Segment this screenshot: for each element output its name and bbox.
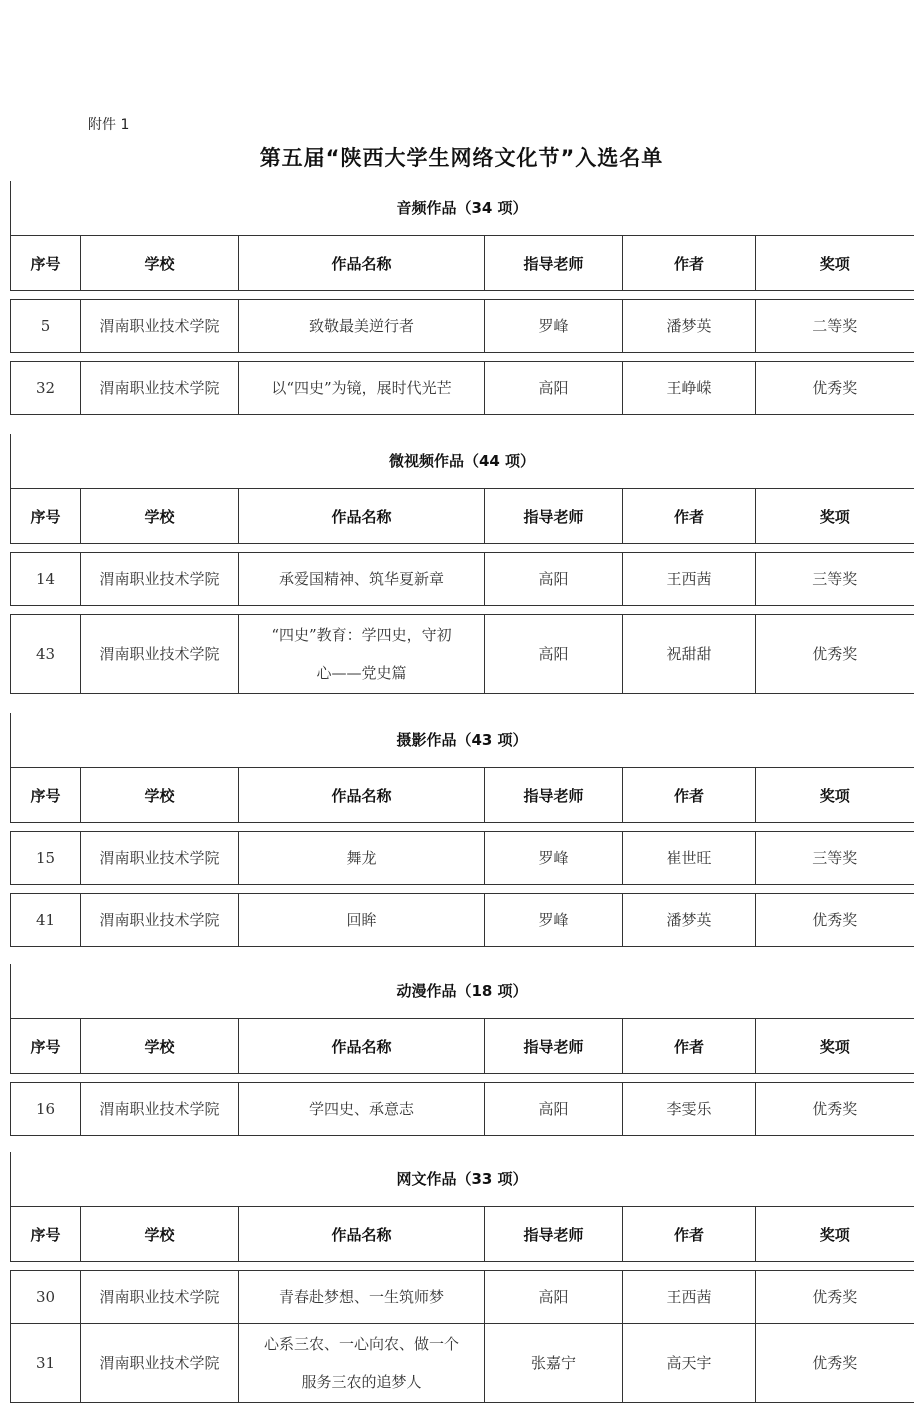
cell-school: 渭南职业技术学院 — [81, 1083, 239, 1136]
col-header-index: 序号 — [11, 1207, 81, 1262]
cell-author: 李雯乐 — [623, 1083, 756, 1136]
cell-work: 承爱国精神、筑华夏新章 — [239, 553, 485, 606]
table-row — [11, 300, 914, 353]
cell-award: 优秀奖 — [756, 615, 914, 694]
work-line: “四史”教育：学四史，守初 — [271, 626, 452, 644]
cell-school: 渭南职业技术学院 — [81, 553, 239, 606]
cell-award: 优秀奖 — [756, 1083, 914, 1136]
cell-award: 优秀奖 — [756, 1271, 914, 1324]
cell-author: 王西茜 — [623, 1271, 756, 1324]
col-header-work: 作品名称 — [239, 768, 485, 823]
results-table — [10, 488, 914, 694]
col-header-author: 作者 — [623, 1207, 756, 1262]
results-table — [10, 767, 914, 947]
col-header-index: 序号 — [11, 1019, 81, 1074]
col-header-advisor: 指导老师 — [485, 489, 623, 544]
cell-school: 渭南职业技术学院 — [81, 1271, 239, 1324]
cell-author: 王峥嵘 — [623, 362, 756, 415]
cell-index: 41 — [11, 894, 81, 947]
cell-author: 祝甜甜 — [623, 615, 756, 694]
header-row — [11, 1019, 914, 1074]
cell-index: 16 — [11, 1083, 81, 1136]
col-header-advisor: 指导老师 — [485, 768, 623, 823]
col-header-index: 序号 — [11, 236, 81, 291]
cell-author: 崔世旺 — [623, 832, 756, 885]
cell-advisor: 罗峰 — [485, 300, 623, 353]
cell-school: 渭南职业技术学院 — [81, 615, 239, 694]
col-header-school: 学校 — [81, 1019, 239, 1074]
cell-work — [239, 615, 485, 694]
section-web-literature — [10, 1152, 913, 1403]
work-line: 心——党史篇 — [316, 664, 407, 682]
cell-award: 三等奖 — [756, 553, 914, 606]
table-row — [11, 894, 914, 947]
results-table — [10, 1206, 914, 1403]
cell-index: 32 — [11, 362, 81, 415]
results-table — [10, 235, 914, 415]
col-header-award: 奖项 — [756, 768, 914, 823]
col-header-school: 学校 — [81, 236, 239, 291]
col-header-award: 奖项 — [756, 236, 914, 291]
cell-advisor: 高阳 — [485, 1271, 623, 1324]
col-header-award: 奖项 — [756, 1019, 914, 1074]
cell-advisor: 高阳 — [485, 362, 623, 415]
col-header-work: 作品名称 — [239, 236, 485, 291]
col-header-author: 作者 — [623, 489, 756, 544]
cell-advisor: 高阳 — [485, 553, 623, 606]
cell-author: 潘梦英 — [623, 894, 756, 947]
cell-work: 青春赴梦想、一生筑师梦 — [239, 1271, 485, 1324]
section-title: 摄影作品（43 项） — [10, 713, 913, 767]
cell-award: 三等奖 — [756, 832, 914, 885]
col-header-index: 序号 — [11, 489, 81, 544]
section-title: 动漫作品（18 项） — [10, 964, 913, 1018]
cell-index: 14 — [11, 553, 81, 606]
col-header-author: 作者 — [623, 1019, 756, 1074]
cell-work: 舞龙 — [239, 832, 485, 885]
cell-index: 5 — [11, 300, 81, 353]
cell-award: 二等奖 — [756, 300, 914, 353]
header-row — [11, 489, 914, 544]
col-header-advisor: 指导老师 — [485, 236, 623, 291]
header-row — [11, 768, 914, 823]
cell-author: 高天宇 — [623, 1324, 756, 1403]
col-header-work: 作品名称 — [239, 1207, 485, 1262]
cell-school: 渭南职业技术学院 — [81, 1324, 239, 1403]
cell-work: 学四史、承意志 — [239, 1083, 485, 1136]
cell-advisor: 张嘉宁 — [485, 1324, 623, 1403]
table-row — [11, 362, 914, 415]
section-title: 音频作品（34 项） — [10, 181, 913, 235]
header-row — [11, 236, 914, 291]
cell-advisor: 罗峰 — [485, 894, 623, 947]
table-row — [11, 1083, 914, 1136]
cell-work: 致敬最美逆行者 — [239, 300, 485, 353]
cell-school: 渭南职业技术学院 — [81, 362, 239, 415]
cell-school: 渭南职业技术学院 — [81, 300, 239, 353]
col-header-school: 学校 — [81, 768, 239, 823]
section-photography — [10, 713, 913, 947]
cell-school: 渭南职业技术学院 — [81, 894, 239, 947]
cell-advisor: 罗峰 — [485, 832, 623, 885]
cell-index: 31 — [11, 1324, 81, 1403]
section-audio — [10, 181, 913, 415]
work-line: 服务三农的追梦人 — [301, 1373, 422, 1391]
col-header-school: 学校 — [81, 1207, 239, 1262]
section-micro-video — [10, 434, 913, 694]
header-row — [11, 1207, 914, 1262]
cell-index: 30 — [11, 1271, 81, 1324]
col-header-advisor: 指导老师 — [485, 1019, 623, 1074]
section-title: 网文作品（33 项） — [10, 1152, 913, 1206]
col-header-advisor: 指导老师 — [485, 1207, 623, 1262]
table-row — [11, 553, 914, 606]
cell-award: 优秀奖 — [756, 1324, 914, 1403]
col-header-award: 奖项 — [756, 1207, 914, 1262]
cell-award: 优秀奖 — [756, 894, 914, 947]
cell-work: 回眸 — [239, 894, 485, 947]
col-header-school: 学校 — [81, 489, 239, 544]
cell-award: 优秀奖 — [756, 362, 914, 415]
document-title: 第五届“陕西大学生网络文化节”入选名单 — [259, 146, 664, 170]
cell-index: 15 — [11, 832, 81, 885]
col-header-author: 作者 — [623, 236, 756, 291]
col-header-index: 序号 — [11, 768, 81, 823]
cell-work: 以“四史”为镜，展时代光芒 — [239, 362, 485, 415]
col-header-author: 作者 — [623, 768, 756, 823]
cell-school: 渭南职业技术学院 — [81, 832, 239, 885]
work-line: 心系三农、一心向农、做一个 — [263, 1335, 459, 1353]
cell-work — [239, 1324, 485, 1403]
table-row — [11, 832, 914, 885]
attachment-label: 附件 1 — [88, 117, 130, 133]
section-title: 微视频作品（44 项） — [10, 434, 913, 488]
table-row — [11, 1324, 914, 1403]
results-table — [10, 1018, 914, 1136]
table-row — [11, 1271, 914, 1324]
cell-advisor: 高阳 — [485, 1083, 623, 1136]
col-header-award: 奖项 — [756, 489, 914, 544]
cell-author: 王西茜 — [623, 553, 756, 606]
cell-author: 潘梦英 — [623, 300, 756, 353]
cell-index: 43 — [11, 615, 81, 694]
cell-advisor: 高阳 — [485, 615, 623, 694]
section-animation — [10, 964, 913, 1136]
table-row — [11, 615, 914, 694]
col-header-work: 作品名称 — [239, 1019, 485, 1074]
col-header-work: 作品名称 — [239, 489, 485, 544]
